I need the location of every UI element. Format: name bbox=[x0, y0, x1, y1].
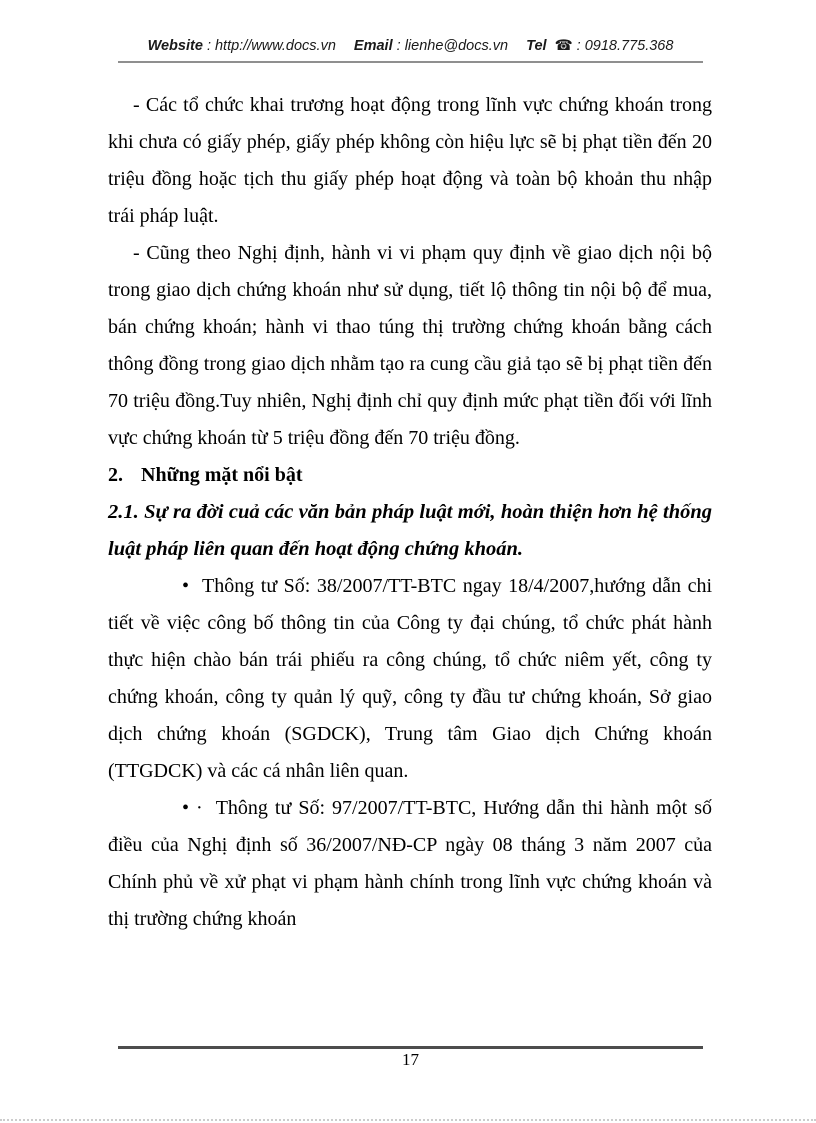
bullet-icon: • bbox=[182, 575, 190, 597]
paragraph-licensing-fine: - Các tổ chức khai trương hoạt động trong lĩnh vực chứng khoán trong khi chưa có giấy phép, giấy phép không còn hiệu lực sẽ bị phạt tiền đến 20 triệu đồng hoặc tịch thu giấy phép hoạt động và toàn bộ khoản thu nhập trái pháp luật. bbox=[108, 94, 712, 227]
bullet-text: Thông tư Số: 97/2007/TT-BTC, Hướng dẫn thi hành một số điều của Nghị định số 36/2007/NĐ-CP ngày 08 tháng 3 năm 2007 của Chính phủ về xử phạt vi phạm hành chính trong lĩnh vực chứng khoán và thị trường chứng khoán bbox=[108, 797, 712, 930]
bullet-item-circular-97 bbox=[108, 790, 712, 938]
page-header bbox=[118, 38, 703, 63]
subsection-heading: 2.1. Sự ra đời cuả các văn bản pháp luật mới, hoàn thiện hơn hệ thống luật pháp liên quan đến hoạt động chứng khoán. bbox=[108, 501, 712, 560]
document-body bbox=[108, 87, 712, 938]
header-website-label: Website bbox=[147, 38, 203, 54]
bullet-item-circular-38 bbox=[108, 568, 712, 790]
section-heading-number: 2. bbox=[108, 464, 123, 486]
header-website-value: : http://www.docs.vn bbox=[206, 38, 336, 54]
header-email-label: Email bbox=[353, 38, 393, 54]
header-email-value: : lienhe@docs.vn bbox=[396, 38, 509, 54]
header-tel-value: : 0918.775.368 bbox=[576, 38, 674, 54]
footer-rule bbox=[118, 1046, 703, 1049]
bullet-text: Thông tư Số: 38/2007/TT-BTC ngay 18/4/2007,hướng dẫn chi tiết về việc công bố thông tin của Công ty đại chúng, tổ chức phát hành thực hiện chào bán trái phiếu ra công chúng, tổ chức niêm yết, công ty chứng khoán, công ty quản lý quỹ, công ty đầu tư chứng khoán, Sở giao dịch chứng khoán (SGDCK), Trung tâm Giao dịch Chứng khoán (TTGDCK) và các cá nhân liên quan. bbox=[108, 575, 712, 782]
phone-icon: ☎ bbox=[554, 38, 573, 54]
page-number: 17 bbox=[402, 1050, 419, 1069]
header-tel-label: Tel bbox=[526, 38, 547, 54]
page-bottom-edge bbox=[0, 1119, 816, 1121]
section-heading-text: Những mặt nổi bật bbox=[141, 464, 303, 486]
section-heading bbox=[108, 457, 712, 494]
paragraph-insider-trading-fine: - Cũng theo Nghị định, hành vi vi phạm quy định về giao dịch nội bộ trong giao dịch chứng khoán như sử dụng, tiết lộ thông tin nội bộ để mua, bán chứng khoán; hành vi thao túng thị trường chứng khoán bằng cách thông đồng trong giao dịch nhằm tạo ra cung cầu giả tạo sẽ bị phạt tiền đến 70 triệu đồng.Tuy nhiên, Nghị định chỉ quy định mức phạt tiền đối với lĩnh vực chứng khoán từ 5 triệu đồng đến 70 triệu đồng. bbox=[108, 242, 712, 449]
bullet-icon: • · bbox=[182, 797, 203, 819]
